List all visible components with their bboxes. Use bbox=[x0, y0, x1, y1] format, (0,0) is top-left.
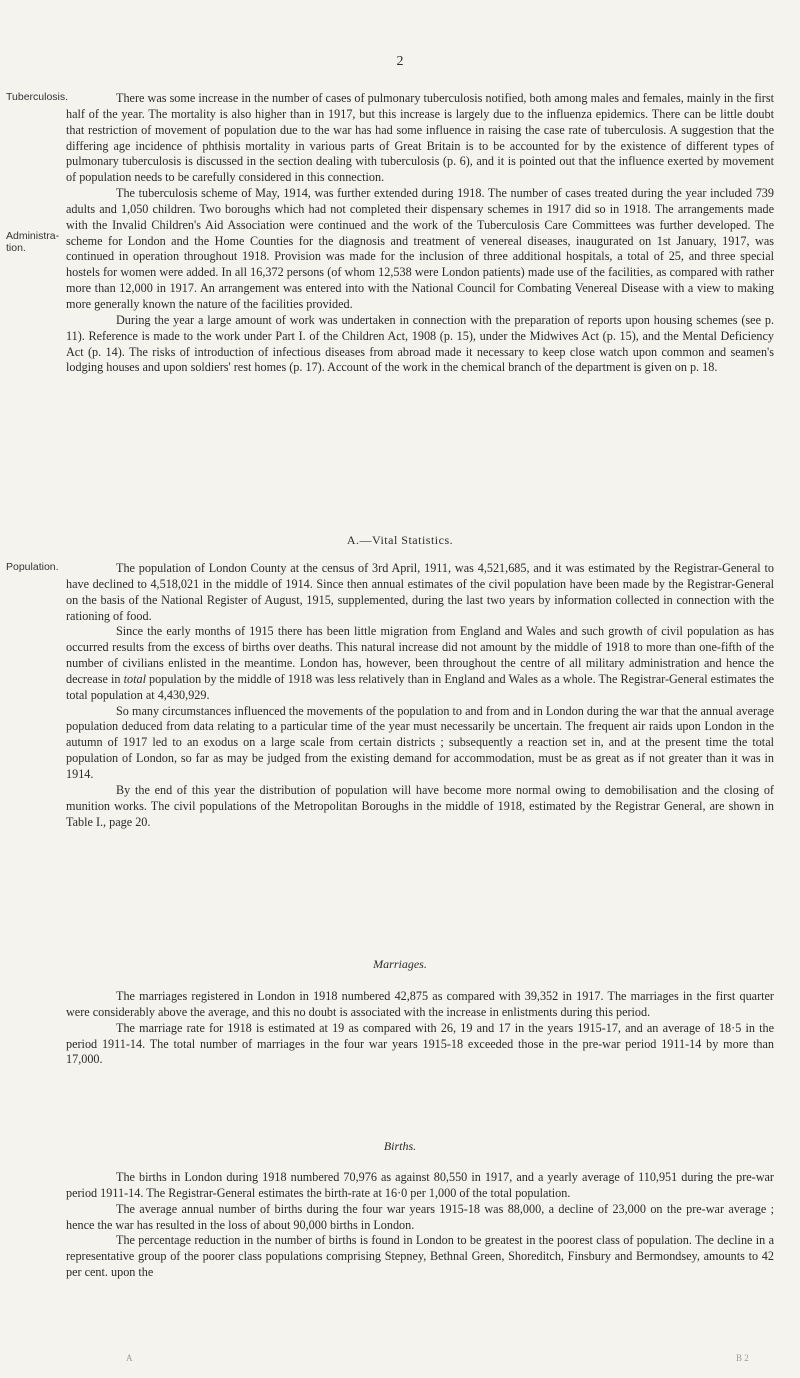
margin-note-tuberculosis: Tuberculosis. bbox=[6, 91, 69, 103]
margin-note-administration: Administra- tion. bbox=[6, 230, 60, 254]
paragraph-births-1: The births in London during 1918 numbered 70,976 as against 80,550 in 1917, and a yearly average of 110,951 during the pre-war period 1911-14. The Registrar-General estimates the birth-rate at 16·0 per 1,000 of the total population. bbox=[66, 1170, 774, 1200]
population-text-block bbox=[66, 561, 774, 830]
footer-signature-left: A bbox=[126, 1353, 133, 1363]
footer-signature-right: B 2 bbox=[736, 1353, 749, 1363]
paragraph-administration: The tuberculosis scheme of May, 1914, was further extended during 1918. The number of cases treated during the year included 739 adults and 1,050 children. Two boroughs which had not completed their dispensary schemes in 1917 did so in 1918. The arrangements made with the Invalid Children's Aid Association were continued and the work of the Tuberculosis Care Committees was further developed. The scheme for London and the Home Counties for the diagnosis and treatment of venereal diseases, inaugurated on 1st January, 1917, was continued in operation throughout 1918. Provision was made for the inclusion of three additional hospitals, a total of 25, and three special hostels for women were added. In all 16,372 persons (of whom 12,538 were London patients) made use of the facilities, as compared with rather more than 12,000 in 1917. An arrangement was entered into with the National Council for Combating Venereal Disease with a view to making more generally known the nature of the facilities provided. bbox=[66, 186, 774, 311]
paragraph-tuberculosis: There was some increase in the number of cases of pulmonary tuberculosis notified, both among males and females, mainly in the first half of the year. The mortality is also higher than in 1917, but this increase is largely due to the influenza epidemics. There can be little doubt that restriction of movement of population due to the war has had some influence in raising the case rate of tuberculosis. A suggestion that the differing age incidence of phthisis mortality in various parts of Great Britain is to be accounted for by the existence of different types of pulmonary tuberculosis is discussed in the section dealing with tuberculosis (p. 6), and it is pointed out that the influence exerted by movement of population needs to be carefully considered in this connection. bbox=[66, 91, 774, 185]
paragraph-births-3: The percentage reduction in the number of births is found in London to be greatest in the poorest class of population. The decline in a representative group of the poorer class populations comprising Stepney, Bethnal Green, Shoreditch, Finsbury and Bermondsey, amounts to 42 per cent. upon the bbox=[66, 1233, 774, 1280]
births-text-block bbox=[66, 1170, 774, 1281]
heading-marriages: Marriages. bbox=[373, 957, 427, 971]
paragraph-marriages-2: The marriage rate for 1918 is estimated at 19 as compared with 26, 19 and 17 in the years 1915-17, and an average of 18·5 in the period 1911-14. The total number of marriages in the four war years 1915-18 exceeded those in the pre-war period 1911-14 by more than 17,000. bbox=[66, 1020, 774, 1067]
paragraph-population-2 bbox=[66, 624, 774, 703]
page-number: 2 bbox=[396, 54, 404, 69]
population-2-text-a: Since the early months of 1915 there has been little migration from England and Wales and such growth of civil population as has occurred results from the excess of births over deaths. This natural increase did not amount by the middle of 1918 to more than one-fifth of the number of civilians enlisted in the meantime. London has, however, been throughout the centre of all military administration and hence the decrease in bbox=[66, 624, 774, 686]
margin-note-population: Population. bbox=[6, 561, 59, 573]
paragraph-population-3: So many circumstances influenced the movements of the population to and from and in London during the war that the annual average population deduced from data relating to a particular time of the year must necessarily be uncertain. The frequent air raids upon London in the autumn of 1917 led to an exodus on a large scale from certain districts ; subsequently a reaction set in, and at the present time the total population of London, so far as may be judged from the existing demand for accommodation, must be as great as if not greater than it was in 1914. bbox=[66, 703, 774, 781]
marriages-text-block bbox=[66, 989, 774, 1068]
population-2-text-b: population by the middle of 1918 was less relatively than in England and Wales as a whole. The Registrar-General estimates the total population at 4,430,929. bbox=[66, 671, 774, 702]
heading-births: Births. bbox=[383, 1139, 417, 1153]
paragraph-marriages-1: The marriages registered in London in 1918 numbered 42,875 as compared with 39,352 in 1917. The marriages in the first quarter were considerably above the average, and this no doubt is associated with the increase in enlistments during this period. bbox=[66, 989, 774, 1019]
paragraph-births-2: The average annual number of births during the four war years 1915-18 was 88,000, a decline of 23,000 on the pre-war average ; hence the war has resulted in the loss of about 90,000 births in London. bbox=[66, 1201, 774, 1232]
paragraph-population-1: The population of London County at the census of 3rd April, 1911, was 4,521,685, and it was estimated by the Registrar-General to have declined to 4,518,021 in the middle of 1914. Since then annual estimates of the civil population have been made by the Registrar-General on the basis of the National Register of August, 1915, supplemented, during the last two years by information collected in connection with the rationing of food. bbox=[66, 561, 774, 623]
paragraph-population-4: By the end of this year the distribution of population will have become more normal owing to demobilisation and the closing of munition works. The civil populations of the Metropolitan Boroughs in the middle of 1918, estimated by the Registrar General, are shown in Table I., page 20. bbox=[66, 782, 774, 829]
paragraph-housing: During the year a large amount of work was undertaken in connection with the preparation of reports upon housing schemes (see p. 11). Reference is made to the work under Part I. of the Children Act, 1908 (p. 15), under the Midwives Act (p. 15), and the Mental Deficiency Act (p. 14). The risks of introduction of infectious diseases from abroad made it necessary to keep close watch upon common and seamen's lodging houses and upon soldiers' rest homes (p. 17). Account of the work in the chemical branch of the department is given on p. 18. bbox=[66, 312, 774, 375]
population-2-emphasis: total bbox=[123, 671, 146, 686]
top-text-block bbox=[66, 91, 774, 376]
heading-vital-statistics: A.—Vital Statistics. bbox=[346, 533, 454, 547]
